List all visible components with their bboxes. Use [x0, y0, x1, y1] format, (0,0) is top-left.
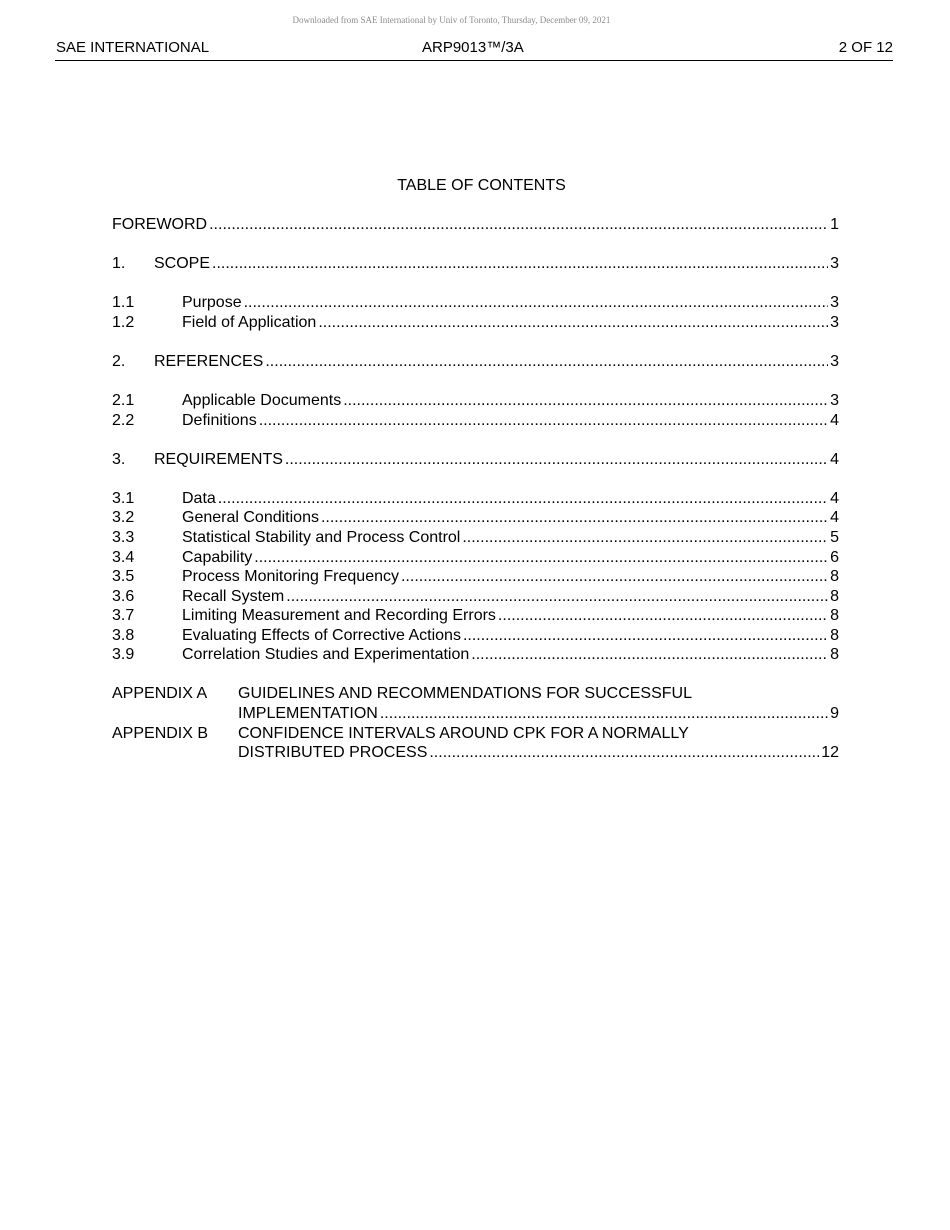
toc-appendix-b[interactable]: [112, 724, 839, 744]
publisher-name: SAE INTERNATIONAL: [56, 39, 210, 56]
toc-entry-corrective-actions[interactable]: [112, 626, 839, 646]
toc-entry-number: 3.8: [112, 627, 135, 644]
toc-entry-page: 8: [830, 607, 839, 624]
toc-entry-definitions[interactable]: [112, 411, 839, 431]
toc-entry-label: Applicable Documents: [182, 392, 342, 409]
toc-entry-number: 3.5: [112, 568, 135, 585]
toc-entry-field-of-application[interactable]: [112, 313, 839, 333]
toc-entry-correlation-studies[interactable]: [112, 645, 839, 665]
appendix-page: 9: [830, 705, 839, 722]
toc-entry-label: Statistical Stability and Process Control: [182, 529, 461, 546]
toc-entry-label: Data: [182, 490, 216, 507]
toc-entry-data[interactable]: [112, 489, 839, 509]
toc-appendix-a[interactable]: [112, 684, 839, 704]
appendix-title-line1: GUIDELINES AND RECOMMENDATIONS FOR SUCCESSFUL: [238, 685, 692, 702]
leader-dots: [429, 743, 819, 763]
toc-entry-number: 1.: [112, 255, 126, 272]
toc-entry-number: 1.2: [112, 314, 135, 331]
toc-entry-number: 2.2: [112, 412, 135, 429]
toc-appendix-a-line2[interactable]: [112, 704, 839, 724]
toc-entry-number: 3.7: [112, 607, 135, 624]
toc-entry-foreword[interactable]: [112, 215, 839, 235]
leader-dots: [463, 626, 828, 646]
toc-entry-purpose[interactable]: [112, 293, 839, 313]
toc-entry-label: Evaluating Effects of Corrective Actions: [182, 627, 461, 644]
toc-entry-page: 3: [830, 314, 839, 331]
toc-entry-number: 3.9: [112, 646, 135, 663]
leader-dots: [462, 528, 828, 548]
toc-entry-recall-system[interactable]: [112, 587, 839, 607]
toc-entry-label: FOREWORD: [112, 216, 208, 233]
toc-entry-page: 4: [830, 451, 839, 468]
leader-dots: [265, 352, 828, 372]
toc-entry-scope[interactable]: [112, 254, 839, 274]
leader-dots: [285, 450, 828, 470]
toc-entry-general-conditions[interactable]: [112, 508, 839, 528]
page-header: [55, 38, 893, 61]
toc-entry-label: General Conditions: [182, 509, 319, 526]
leader-dots: [259, 411, 828, 431]
toc-entry-number: 3.2: [112, 509, 135, 526]
toc-entry-process-monitoring[interactable]: [112, 567, 839, 587]
toc-entry-label: REFERENCES: [154, 353, 264, 370]
leader-dots: [218, 489, 828, 509]
toc-entry-label: Limiting Measurement and Recording Errors: [182, 607, 496, 624]
toc-entry-label: Correlation Studies and Experimentation: [182, 646, 470, 663]
toc-entry-statistical-stability[interactable]: [112, 528, 839, 548]
leader-dots: [380, 704, 828, 724]
toc-entry-page: 3: [830, 392, 839, 409]
toc-entry-label: Capability: [182, 549, 253, 566]
toc-entry-page: 8: [830, 646, 839, 663]
toc-entry-number: 2.1: [112, 392, 135, 409]
toc-entry-number: 3.3: [112, 529, 135, 546]
toc-entry-label: Recall System: [182, 588, 285, 605]
toc-title: TABLE OF CONTENTS: [397, 177, 566, 194]
leader-dots: [254, 548, 828, 568]
appendix-title-line2: IMPLEMENTATION: [238, 705, 378, 722]
toc-entry-label: REQUIREMENTS: [154, 451, 283, 468]
toc-entry-label: Process Monitoring Frequency: [182, 568, 399, 585]
toc-entry-page: 3: [830, 294, 839, 311]
page-number: 2 OF 12: [838, 39, 893, 56]
toc-entry-number: 2.: [112, 353, 126, 370]
toc-entry-label: SCOPE: [154, 255, 211, 272]
appendix-title-line2: DISTRIBUTED PROCESS: [238, 744, 428, 761]
leader-dots: [498, 606, 828, 626]
toc-entry-number: 1.1: [112, 294, 135, 311]
leader-dots: [212, 254, 828, 274]
toc-entry-page: 5: [830, 529, 839, 546]
toc-appendix-b-line2[interactable]: [112, 743, 839, 763]
toc-entry-page: 8: [830, 627, 839, 644]
toc-entry-page: 8: [830, 588, 839, 605]
toc-entry-label: Field of Application: [182, 314, 317, 331]
toc-entry-page: 1: [830, 216, 839, 233]
toc-entry-page: 3: [830, 353, 839, 370]
leader-dots: [286, 587, 828, 607]
toc-entry-page: 8: [830, 568, 839, 585]
toc-entry-page: 6: [830, 549, 839, 566]
toc-entry-label: Purpose: [182, 294, 242, 311]
download-watermark: Downloaded from SAE International by Univ of Toronto, Thursday, December 09, 2021: [292, 15, 611, 25]
appendix-number: APPENDIX A: [112, 685, 208, 702]
toc-entry-capability[interactable]: [112, 548, 839, 568]
toc-entry-page: 3: [830, 255, 839, 272]
leader-dots: [401, 567, 828, 587]
toc-entry-number: 3.4: [112, 549, 135, 566]
toc-entry-number: 3.1: [112, 490, 135, 507]
toc-entry-number: 3.6: [112, 588, 135, 605]
leader-dots: [471, 645, 828, 665]
document-number: ARP9013™/3A: [422, 39, 524, 56]
appendix-number: APPENDIX B: [112, 725, 209, 742]
toc-entry-requirements[interactable]: [112, 450, 839, 470]
leader-dots: [318, 313, 828, 333]
appendix-title-line1: CONFIDENCE INTERVALS AROUND CPK FOR A NORMALLY: [238, 725, 689, 742]
toc-entry-label: Definitions: [182, 412, 257, 429]
leader-dots: [343, 391, 828, 411]
toc-entry-number: 3.: [112, 451, 126, 468]
appendix-page: 12: [821, 744, 839, 761]
toc-entry-measurement-errors[interactable]: [112, 606, 839, 626]
leader-dots: [321, 508, 828, 528]
leader-dots: [209, 215, 828, 235]
toc-entry-page: 4: [830, 412, 839, 429]
toc-entry-applicable-documents[interactable]: [112, 391, 839, 411]
toc-entry-references[interactable]: [112, 352, 839, 372]
toc-entry-page: 4: [830, 490, 839, 507]
leader-dots: [244, 293, 829, 313]
toc-entry-page: 4: [830, 509, 839, 526]
